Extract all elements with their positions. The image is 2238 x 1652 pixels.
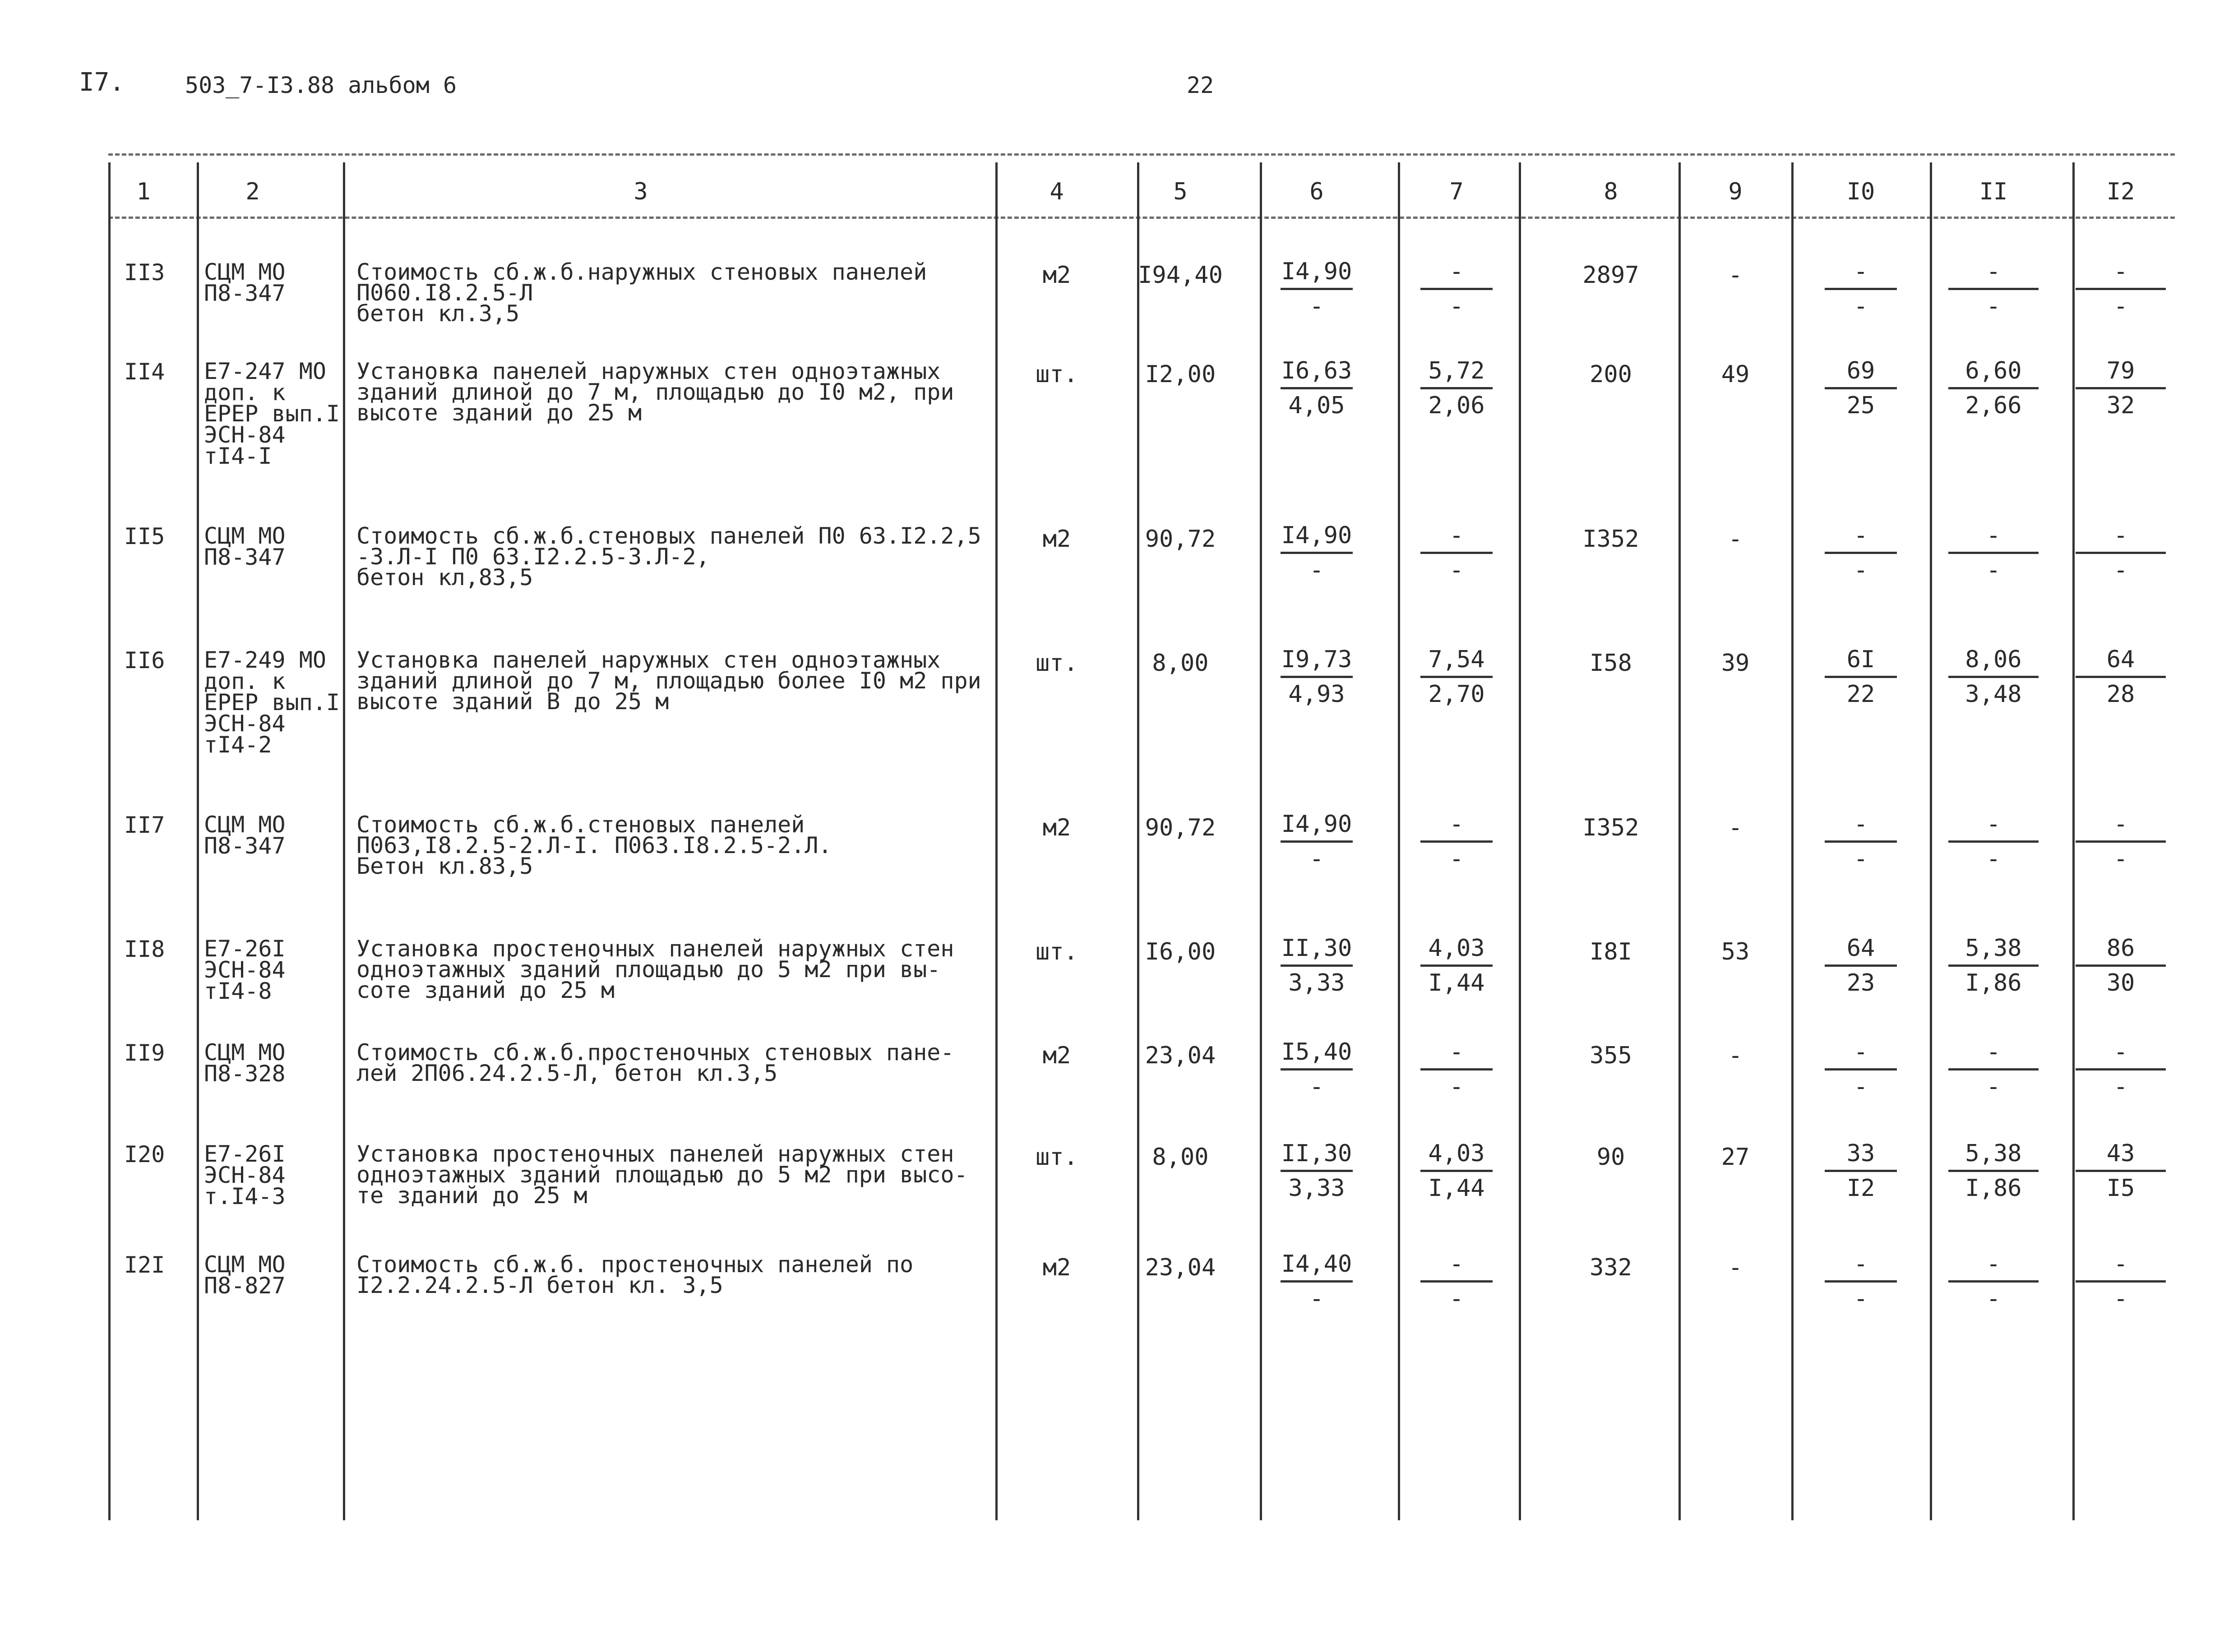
- labour-cost-numerator: 6,60: [1965, 357, 2022, 384]
- grand-total-numerator: -: [2113, 522, 2128, 549]
- machine-cost: [1405, 646, 1508, 708]
- grand-total: [2058, 357, 2184, 419]
- grand-total-numerator: 86: [2106, 935, 2135, 962]
- quantity: I2,00: [1145, 361, 1216, 388]
- machine-cost-denominator: I,44: [1428, 969, 1485, 997]
- total-cost-numerator: -: [1854, 522, 1868, 549]
- machine-cost-numerator: -: [1449, 258, 1464, 285]
- total-amount: 200: [1590, 361, 1632, 388]
- column-divider: [343, 162, 345, 1520]
- column-divider: [1398, 162, 1400, 1520]
- page-number: 22: [1187, 72, 1214, 98]
- norm-code: Е7-249 МО доп. к ЕРЕР вып.I ЭСН-84 тI4-2: [204, 647, 340, 758]
- machine-cost-denominator: 2,06: [1428, 392, 1485, 419]
- total-cost: [1809, 646, 1913, 708]
- total-amount: I8I: [1590, 938, 1632, 965]
- unit-cost-numerator: I4,40: [1281, 1251, 1352, 1278]
- wage-amount: -: [1728, 1254, 1743, 1281]
- labour-cost-numerator: 5,38: [1965, 1140, 2022, 1167]
- labour-cost-numerator: -: [1986, 1038, 2001, 1066]
- column-divider: [1519, 162, 1521, 1520]
- total-cost-numerator: -: [1854, 811, 1868, 838]
- quantity: 90,72: [1145, 814, 1216, 841]
- machine-cost-numerator: -: [1449, 1038, 1464, 1066]
- wage-amount: 49: [1721, 361, 1750, 388]
- labour-cost-numerator: -: [1986, 811, 2001, 838]
- total-cost-numerator: -: [1854, 1038, 1868, 1066]
- machine-cost-denominator: -: [1449, 1285, 1464, 1312]
- column-number: 9: [1728, 178, 1743, 205]
- grand-total: [2058, 646, 2184, 708]
- header-rule: [108, 217, 2175, 219]
- unit: шт.: [1036, 1144, 1078, 1171]
- grand-total-numerator: 43: [2106, 1140, 2135, 1167]
- machine-cost-denominator: 2,70: [1428, 681, 1485, 708]
- total-cost-denominator: I2: [1846, 1175, 1875, 1202]
- unit-cost-denominator: 4,93: [1288, 681, 1345, 708]
- grand-total-numerator: -: [2113, 811, 2128, 838]
- grand-total: [2058, 1251, 2184, 1312]
- unit-cost-numerator: I4,90: [1281, 258, 1352, 285]
- total-amount: I352: [1582, 814, 1639, 841]
- quantity: 23,04: [1145, 1254, 1216, 1281]
- total-amount: 2897: [1582, 262, 1639, 289]
- machine-cost-numerator: 5,72: [1428, 357, 1485, 384]
- unit-cost: [1265, 811, 1369, 872]
- total-cost-numerator: -: [1854, 258, 1868, 285]
- total-cost: [1809, 811, 1913, 872]
- grand-total: [2058, 935, 2184, 997]
- norm-code: Е7-247 МО доп. к ЕРЕР вып.I ЭСН-84 тI4-I: [204, 358, 340, 469]
- unit-cost-numerator: I9,73: [1281, 646, 1352, 673]
- row-number: I2I: [124, 1252, 165, 1278]
- unit: м2: [1042, 1042, 1071, 1069]
- machine-cost-numerator: 4,03: [1428, 935, 1485, 962]
- norm-code: СЦМ МО П8-328: [204, 1039, 286, 1087]
- row-number: II8: [124, 936, 165, 962]
- labour-cost-numerator: 8,06: [1965, 646, 2022, 673]
- labour-cost-denominator: -: [1986, 1285, 2001, 1312]
- total-cost-denominator: -: [1854, 845, 1868, 872]
- work-description: Установка простеночных панелей наружных стен одноэтажных зданий площадью до 5 м2 при высо- те зданий до 25 м: [356, 1141, 968, 1209]
- wage-amount: 27: [1721, 1144, 1750, 1171]
- unit: м2: [1042, 526, 1071, 553]
- labour-cost-denominator: I,86: [1965, 969, 2022, 997]
- unit-cost-denominator: -: [1309, 1073, 1324, 1100]
- total-cost-denominator: -: [1854, 1285, 1868, 1312]
- machine-cost: [1405, 357, 1508, 419]
- labour-cost: [1930, 811, 2057, 872]
- grand-total-denominator: -: [2113, 1073, 2128, 1100]
- column-number: 2: [245, 178, 260, 205]
- unit-cost: [1265, 357, 1369, 419]
- row-number: II5: [124, 523, 165, 549]
- work-description: Стоимость сб.ж.б.стеновых панелей П063,I8.2.5-2.Л-I. П063.I8.2.5-2.Л. Бетон кл.83,5: [356, 812, 832, 879]
- grand-total-numerator: 79: [2106, 357, 2135, 384]
- work-description: Стоимость сб.ж.б.наружных стеновых панелей П060.I8.2.5-Л бетон кл.3,5: [356, 259, 927, 327]
- labour-cost: [1930, 646, 2057, 708]
- norm-code: Е7-26I ЭСН-84 т.I4-3: [204, 1141, 286, 1209]
- labour-cost-denominator: -: [1986, 1073, 2001, 1100]
- grand-total-numerator: -: [2113, 258, 2128, 285]
- table-top-rule: [108, 153, 2175, 156]
- unit-cost: [1265, 1140, 1369, 1202]
- grand-total-denominator: -: [2113, 845, 2128, 872]
- unit-cost-numerator: I6,63: [1281, 357, 1352, 384]
- column-number: 7: [1449, 178, 1464, 205]
- column-divider: [1260, 162, 1262, 1520]
- labour-cost-denominator: 3,48: [1965, 681, 2022, 708]
- unit: м2: [1042, 262, 1071, 289]
- norm-code: СЦМ МО П8-827: [204, 1251, 286, 1299]
- labour-cost: [1930, 258, 2057, 320]
- unit-cost: [1265, 522, 1369, 584]
- total-cost-denominator: 25: [1846, 392, 1875, 419]
- quantity: 90,72: [1145, 526, 1216, 553]
- unit-cost-denominator: -: [1309, 845, 1324, 872]
- labour-cost-numerator: 5,38: [1965, 935, 2022, 962]
- machine-cost-numerator: -: [1449, 522, 1464, 549]
- grand-total: [2058, 1140, 2184, 1202]
- document-code: 503_7-I3.88 альбом 6: [185, 72, 457, 98]
- machine-cost: [1405, 1038, 1508, 1100]
- machine-cost-numerator: -: [1449, 1251, 1464, 1278]
- total-cost-numerator: 69: [1846, 357, 1875, 384]
- unit-cost-denominator: 4,05: [1288, 392, 1345, 419]
- column-number: I2: [2106, 178, 2135, 205]
- column-divider: [995, 162, 998, 1520]
- row-number: II4: [124, 359, 165, 385]
- row-number: II9: [124, 1040, 165, 1066]
- column-number: 6: [1309, 178, 1324, 205]
- unit-cost-denominator: 3,33: [1288, 969, 1345, 997]
- machine-cost-numerator: 4,03: [1428, 1140, 1485, 1167]
- unit-cost-denominator: -: [1309, 1285, 1324, 1312]
- labour-cost: [1930, 1038, 2057, 1100]
- unit: шт.: [1036, 938, 1078, 965]
- row-number: II6: [124, 647, 165, 674]
- unit-cost-numerator: II,30: [1281, 935, 1352, 962]
- labour-cost-denominator: I,86: [1965, 1175, 2022, 1202]
- total-cost-numerator: 6I: [1846, 646, 1875, 673]
- norm-code: СЦМ МО П8-347: [204, 523, 286, 570]
- total-cost-denominator: -: [1854, 293, 1868, 320]
- grand-total: [2058, 258, 2184, 320]
- total-cost-numerator: 64: [1846, 935, 1875, 962]
- row-number: II3: [124, 259, 165, 286]
- column-divider: [1678, 162, 1681, 1520]
- unit: м2: [1042, 1254, 1071, 1281]
- grand-total-denominator: -: [2113, 1285, 2128, 1312]
- grand-total-denominator: 28: [2106, 681, 2135, 708]
- quantity: I94,40: [1138, 262, 1223, 289]
- grand-total-numerator: -: [2113, 1251, 2128, 1278]
- grand-total-denominator: -: [2113, 293, 2128, 320]
- grand-total: [2058, 811, 2184, 872]
- sheet-number: I7.: [79, 68, 125, 97]
- total-amount: 332: [1590, 1254, 1632, 1281]
- grand-total-denominator: -: [2113, 557, 2128, 584]
- wage-amount: -: [1728, 1042, 1743, 1069]
- unit-cost-numerator: I4,90: [1281, 522, 1352, 549]
- total-cost: [1809, 522, 1913, 584]
- machine-cost-denominator: -: [1449, 293, 1464, 320]
- grand-total-numerator: 64: [2106, 646, 2135, 673]
- machine-cost-numerator: 7,54: [1428, 646, 1485, 673]
- grand-total: [2058, 522, 2184, 584]
- labour-cost: [1930, 1140, 2057, 1202]
- labour-cost-denominator: -: [1986, 845, 2001, 872]
- column-number: 4: [1050, 178, 1064, 205]
- work-description: Стоимость сб.ж.б.стеновых панелей П0 63.I2.2,5 -3.Л-I П0 63.I2.2.5-3.Л-2, бетон кл,83,5: [356, 523, 981, 591]
- total-amount: I58: [1590, 650, 1632, 677]
- wage-amount: 39: [1721, 650, 1750, 677]
- work-description: Стоимость сб.ж.б. простеночных панелей по I2.2.24.2.5-Л бетон кл. 3,5: [356, 1251, 914, 1298]
- total-cost-numerator: 33: [1846, 1140, 1875, 1167]
- total-cost: [1809, 258, 1913, 320]
- quantity: 8,00: [1152, 1144, 1209, 1171]
- total-amount: I352: [1582, 526, 1639, 553]
- total-amount: 355: [1590, 1042, 1632, 1069]
- machine-cost-denominator: -: [1449, 1073, 1464, 1100]
- labour-cost: [1930, 357, 2057, 419]
- column-number: 1: [136, 178, 151, 205]
- labour-cost-numerator: -: [1986, 258, 2001, 285]
- labour-cost-denominator: 2,66: [1965, 392, 2022, 419]
- unit-cost-numerator: I4,90: [1281, 811, 1352, 838]
- work-description: Установка панелей наружных стен одноэтажных зданий длиной до 7 м, площадью до I0 м2, при высоте зданий до 25 м: [356, 358, 954, 426]
- machine-cost-denominator: I,44: [1428, 1175, 1485, 1202]
- wage-amount: -: [1728, 262, 1743, 289]
- quantity: I6,00: [1145, 938, 1216, 965]
- machine-cost: [1405, 522, 1508, 584]
- total-amount: 90: [1596, 1144, 1625, 1171]
- unit-cost: [1265, 1251, 1369, 1312]
- wage-amount: -: [1728, 814, 1743, 841]
- grand-total-numerator: -: [2113, 1038, 2128, 1066]
- unit-cost-denominator: 3,33: [1288, 1175, 1345, 1202]
- work-description: Установка панелей наружных стен одноэтажных зданий длиной до 7 м, площадью более I0 м2 при высоте зданий В до 25 м: [356, 647, 981, 715]
- row-number: II7: [124, 812, 165, 838]
- total-cost: [1809, 1251, 1913, 1312]
- norm-code: СЦМ МО П8-347: [204, 259, 286, 306]
- total-cost: [1809, 1140, 1913, 1202]
- machine-cost: [1405, 1251, 1508, 1312]
- machine-cost-denominator: -: [1449, 845, 1464, 872]
- total-cost: [1809, 935, 1913, 997]
- grand-total-denominator: 32: [2106, 392, 2135, 419]
- labour-cost-denominator: -: [1986, 557, 2001, 584]
- norm-code: Е7-26I ЭСН-84 тI4-8: [204, 936, 286, 1004]
- unit-cost: [1265, 1038, 1369, 1100]
- total-cost-numerator: -: [1854, 1251, 1868, 1278]
- total-cost-denominator: -: [1854, 557, 1868, 584]
- unit-cost-numerator: II,30: [1281, 1140, 1352, 1167]
- unit-cost-denominator: -: [1309, 293, 1324, 320]
- machine-cost: [1405, 258, 1508, 320]
- total-cost: [1809, 357, 1913, 419]
- labour-cost-denominator: -: [1986, 293, 2001, 320]
- total-cost-denominator: 23: [1846, 969, 1875, 997]
- labour-cost-numerator: -: [1986, 1251, 2001, 1278]
- column-divider: [108, 162, 111, 1520]
- wage-amount: 53: [1721, 938, 1750, 965]
- machine-cost: [1405, 935, 1508, 997]
- column-number: 3: [633, 178, 648, 205]
- total-cost: [1809, 1038, 1913, 1100]
- work-description: Стоимость сб.ж.б.простеночных стеновых пане- лей 2П06.24.2.5-Л, бетон кл.3,5: [356, 1039, 954, 1086]
- unit-cost-numerator: I5,40: [1281, 1038, 1352, 1066]
- unit-cost: [1265, 646, 1369, 708]
- labour-cost: [1930, 935, 2057, 997]
- unit: шт.: [1036, 361, 1078, 388]
- labour-cost: [1930, 1251, 2057, 1312]
- grand-total-denominator: I5: [2106, 1175, 2135, 1202]
- column-divider: [1791, 162, 1794, 1520]
- machine-cost-denominator: -: [1449, 557, 1464, 584]
- total-cost-denominator: 22: [1846, 681, 1875, 708]
- work-description: Установка простеночных панелей наружных стен одноэтажных зданий площадью до 5 м2 при вы- соте зданий до 25 м: [356, 936, 954, 1003]
- labour-cost-numerator: -: [1986, 522, 2001, 549]
- column-number: 5: [1173, 178, 1188, 205]
- labour-cost: [1930, 522, 2057, 584]
- unit: м2: [1042, 814, 1071, 841]
- machine-cost: [1405, 1140, 1508, 1202]
- row-number: I20: [124, 1141, 165, 1167]
- unit: шт.: [1036, 650, 1078, 677]
- column-number: 8: [1604, 178, 1618, 205]
- machine-cost: [1405, 811, 1508, 872]
- grand-total-denominator: 30: [2106, 969, 2135, 997]
- grand-total: [2058, 1038, 2184, 1100]
- machine-cost-numerator: -: [1449, 811, 1464, 838]
- wage-amount: -: [1728, 526, 1743, 553]
- unit-cost-denominator: -: [1309, 557, 1324, 584]
- quantity: 23,04: [1145, 1042, 1216, 1069]
- norm-code: СЦМ МО П8-347: [204, 812, 286, 859]
- total-cost-denominator: -: [1854, 1073, 1868, 1100]
- unit-cost: [1265, 935, 1369, 997]
- column-divider: [197, 162, 199, 1520]
- quantity: 8,00: [1152, 650, 1209, 677]
- column-number: I0: [1846, 178, 1875, 205]
- unit-cost: [1265, 258, 1369, 320]
- column-number: II: [1979, 178, 2008, 205]
